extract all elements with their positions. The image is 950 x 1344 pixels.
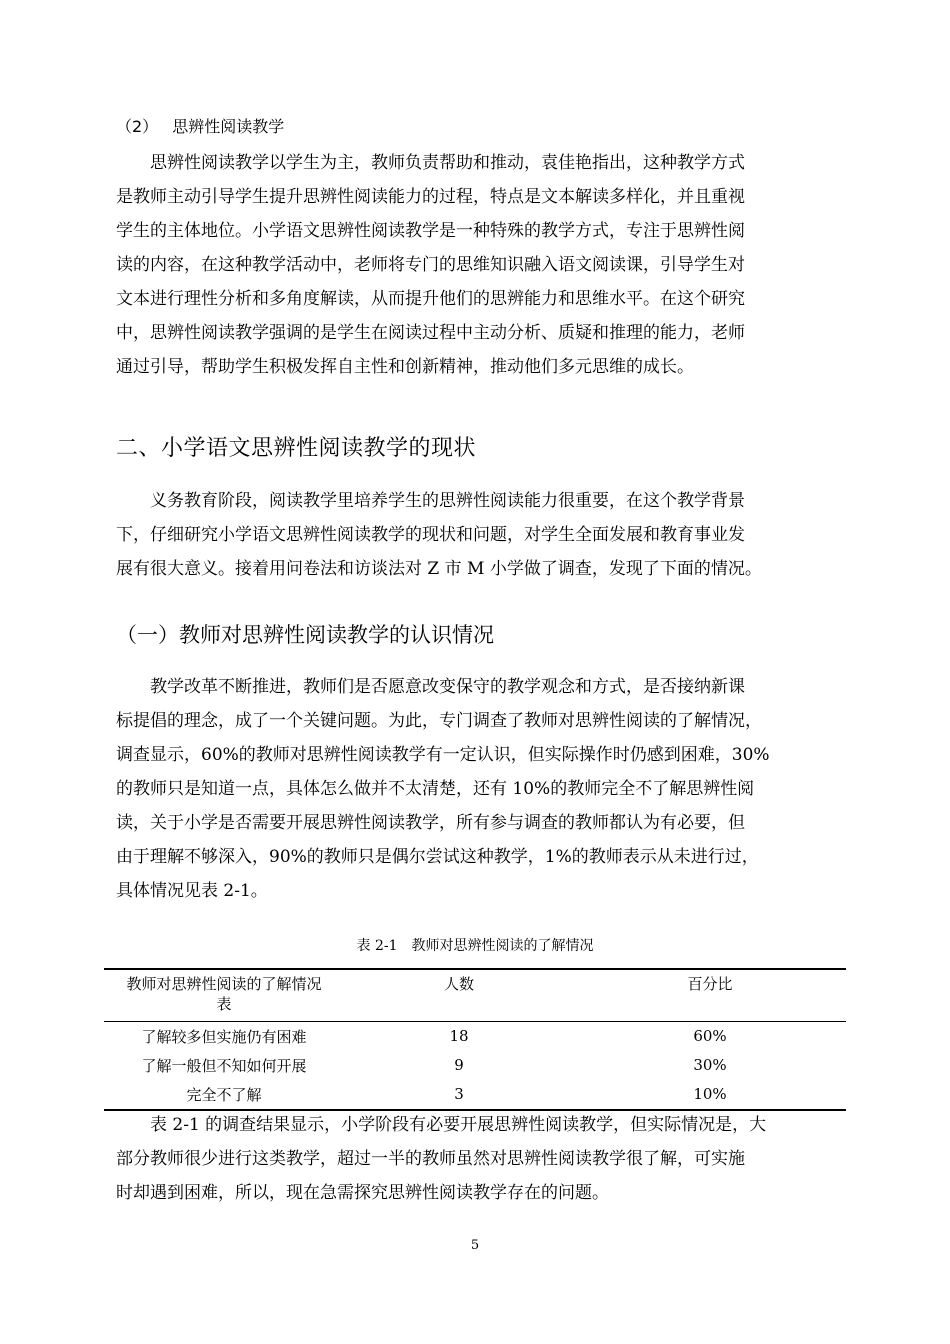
header-count: 人数 <box>443 975 474 993</box>
paragraph-line: 由于理解不够深入，90%的教师只是偶尔尝试这种教学，1%的教师表示从未进行过， <box>116 847 759 867</box>
paragraph-line: 的教师只是知道一点，具体怎么做并不太清楚，还有 10%的教师完全不了解思辨性阅 <box>116 779 755 799</box>
paragraph-line: 时却遇到困难，所以，现在急需探究思辨性阅读教学存在的问题。 <box>116 1183 609 1203</box>
paragraph-line: 读，关于小学是否需要开展思辨性阅读教学，所有参与调查的教师都认为有必要，但 <box>116 813 745 833</box>
paragraph-line: 文本进行理性分析和多角度解读，从而提升他们的思辨能力和思维水平。在这个研究 <box>116 289 745 309</box>
paragraph-line: 义务教育阶段，阅读教学里培养学生的思辨性阅读能力很重要，在这个教学背景 <box>150 491 745 511</box>
table-caption: 表 2-1 教师对思辨性阅读的了解情况 <box>356 938 594 954</box>
paragraph-line: 思辨性阅读教学以学生为主，教师负责帮助和推动，袁佳艳指出，这种教学方式 <box>150 153 745 173</box>
paragraph-table-conclusion <box>116 1108 838 1210</box>
row-percent: 60% <box>693 1027 727 1045</box>
paragraph-line: 部分教师很少进行这类教学，超过一半的教师虽然对思辨性阅读教学很了解，可实施 <box>116 1149 745 1169</box>
paragraph-line: 具体情况见表 2-1。 <box>116 881 268 901</box>
survey-table <box>104 968 846 1111</box>
paragraph-line: 是教师主动引导学生提升思辨性阅读能力的过程，特点是文本解读多样化，并且重视 <box>116 187 745 207</box>
header-understanding-line2: 表 <box>216 995 232 1013</box>
paragraph-critical-reading-teaching <box>116 146 838 384</box>
row-label: 了解一般但不知如何开展 <box>141 1056 307 1075</box>
row-label: 完全不了解 <box>186 1085 262 1104</box>
paragraph-line: 读的内容，在这种教学活动中，老师将专门的思维知识融入语文阅读课，引导学生对 <box>116 255 745 275</box>
section-subheading <box>116 116 284 138</box>
section-title: 思辨性阅读教学 <box>172 117 285 136</box>
paragraph-line: 展有很大意义。接着用问卷法和访谈法对 Z 市 M 小学做了调查，发现了下面的情况。 <box>116 559 762 579</box>
table-row <box>104 1021 846 1051</box>
paragraph-line: 中，思辨性阅读教学强调的是学生在阅读过程中主动分析、质疑和推理的能力，老师 <box>116 323 745 343</box>
header-percent: 百分比 <box>687 975 733 993</box>
paragraph-line: 教学改革不断推进，教师们是否愿意改变保守的教学观念和方式，是否接纳新课 <box>150 677 745 697</box>
row-label: 了解较多但实施仍有困难 <box>141 1027 307 1046</box>
page-number: 5 <box>470 1238 480 1253</box>
paragraph-line: 调查显示，60%的教师对思辨性阅读教学有一定认识，但实际操作时仍感到困难，30% <box>116 745 770 765</box>
header-understanding-line1: 教师对思辨性阅读的了解情况 <box>126 975 322 993</box>
paragraph-status-intro <box>116 484 838 586</box>
row-percent: 10% <box>693 1085 727 1103</box>
section-heading: （一）教师对思辨性阅读教学的认识情况 <box>116 623 494 647</box>
table-header-row <box>104 969 846 1021</box>
paragraph-teacher-survey <box>116 670 838 908</box>
paragraph-line: 表 2-1 的调查结果显示，小学阶段有必要开展思辨性阅读教学，但实际情况是，大 <box>150 1115 767 1135</box>
chapter-heading: 二、小学语文思辨性阅读教学的现状 <box>116 436 477 461</box>
row-count: 9 <box>454 1056 464 1074</box>
section-number: （2） <box>116 117 159 136</box>
header-understanding <box>104 969 344 1021</box>
paragraph-line: 标提倡的理念，成了一个关键问题。为此，专门调查了教师对思辨性阅读的了解情况， <box>116 711 762 731</box>
row-count: 3 <box>454 1085 464 1103</box>
row-count: 18 <box>449 1027 469 1045</box>
paragraph-line: 学生的主体地位。小学语文思辨性阅读教学是一种特殊的教学方式，专注于思辨性阅 <box>116 221 745 241</box>
table-row <box>104 1080 846 1110</box>
paragraph-line: 下，仔细研究小学语文思辨性阅读教学的现状和问题，对学生全面发展和教育事业发 <box>116 525 745 545</box>
table-row <box>104 1051 846 1080</box>
row-percent: 30% <box>693 1056 727 1074</box>
paragraph-line: 通过引导，帮助学生积极发挥自主性和创新精神，推动他们多元思维的成长。 <box>116 357 694 377</box>
